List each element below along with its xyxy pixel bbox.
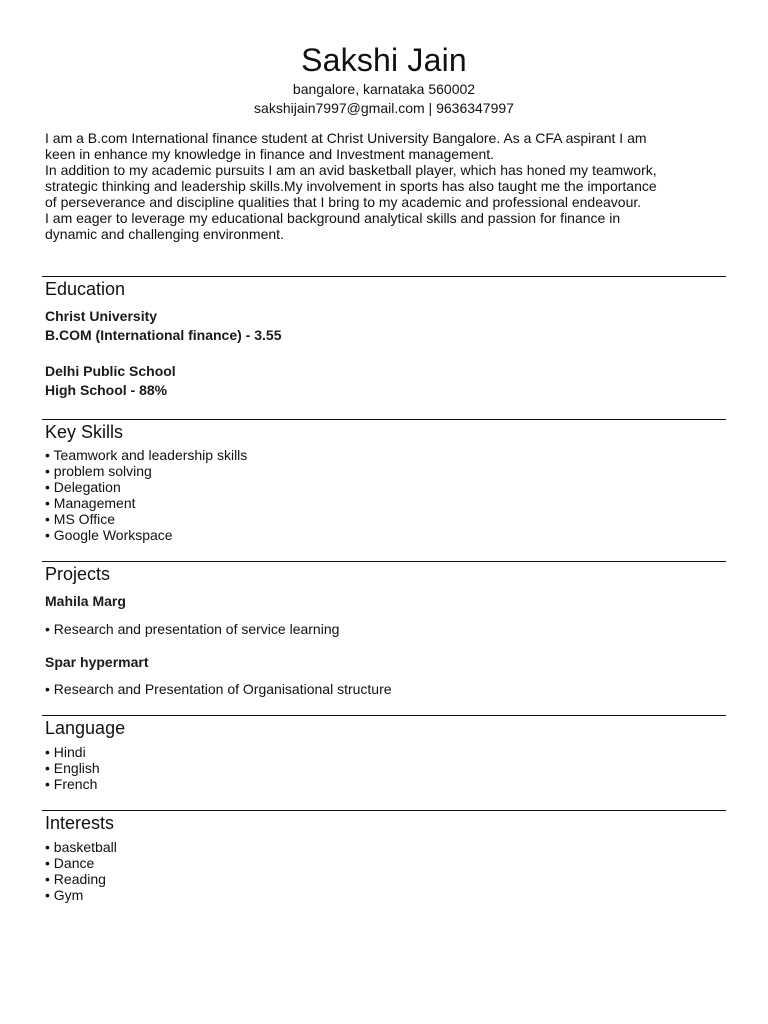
language-heading: Language — [45, 718, 126, 738]
interests-heading: Interests — [45, 813, 115, 833]
section-divider — [42, 419, 726, 420]
section-divider — [42, 810, 726, 811]
section-divider — [42, 715, 726, 716]
language-list — [45, 744, 100, 792]
list-item: • Google Workspace — [45, 527, 173, 543]
list-item: • Management — [45, 495, 136, 511]
list-item: • Gym — [45, 887, 84, 903]
summary-line: I am eager to leverage my educational background analytical skills and passion for finance in — [45, 210, 621, 226]
education-detail: High School - 88% — [45, 382, 168, 398]
list-item: • Delegation — [45, 479, 121, 495]
summary-line: dynamic and challenging environment. — [45, 226, 284, 242]
interests-list — [45, 839, 117, 903]
list-item: • Hindi — [45, 744, 86, 760]
summary-line: keen in enhance my knowledge in finance and Investment management. — [45, 146, 495, 162]
summary-line: of perseverance and discipline qualities that I bring to my academic and professional endeavour. — [45, 194, 642, 210]
skills-heading: Key Skills — [45, 422, 124, 442]
section-divider — [42, 276, 726, 277]
list-item: • basketball — [45, 839, 117, 855]
project-name: Mahila Marg — [45, 593, 126, 609]
education-heading: Education — [45, 279, 126, 299]
list-item: • MS Office — [45, 511, 115, 527]
education-detail: B.COM (International finance) - 3.55 — [45, 327, 282, 343]
email-phone: sakshijain7997@gmail.com | 9636347997 — [254, 100, 514, 116]
list-item: • problem solving — [45, 463, 152, 479]
list-item: • Teamwork and leadership skills — [45, 447, 248, 463]
section-divider — [42, 561, 726, 562]
project-detail: • Research and presentation of service learning — [45, 621, 340, 637]
address: bangalore, karnataka 560002 — [292, 81, 476, 97]
projects-heading: Projects — [45, 564, 111, 584]
list-item: • French — [45, 776, 98, 792]
skills-list — [45, 447, 247, 543]
education-school: Delhi Public School — [45, 363, 176, 379]
summary — [45, 130, 735, 242]
project-detail: • Research and Presentation of Organisational structure — [45, 681, 392, 697]
list-item: • English — [45, 760, 100, 776]
summary-line: strategic thinking and leadership skills.My involvement in sports has also taught me the importance — [45, 178, 657, 194]
education-school: Christ University — [45, 308, 158, 324]
project-name: Spar hypermart — [45, 654, 149, 670]
list-item: • Reading — [45, 871, 106, 887]
summary-line: I am a B.com International finance student at Christ University Bangalore. As a CFA aspirant I am — [45, 130, 647, 146]
summary-line: In addition to my academic pursuits I am an avid basketball player, which has honed my teamwork, — [45, 162, 657, 178]
candidate-name: Sakshi Jain — [301, 42, 467, 78]
list-item: • Dance — [45, 855, 95, 871]
